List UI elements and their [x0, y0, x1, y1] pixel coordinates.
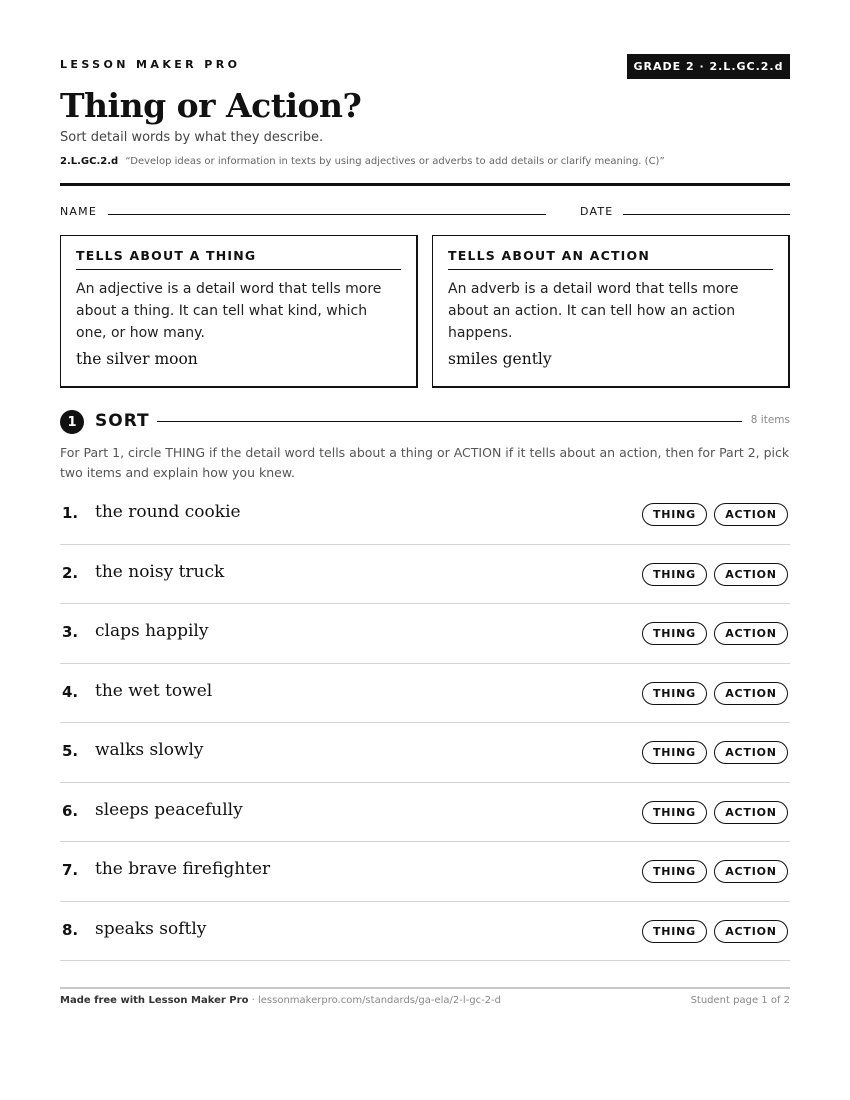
item-number: 5.	[62, 742, 79, 760]
item-text: speaks softly	[95, 918, 207, 939]
action-option[interactable]: ACTION	[714, 860, 788, 883]
action-option[interactable]: ACTION	[714, 741, 788, 764]
item-text: the round cookie	[95, 502, 241, 522]
worksheet-page	[60, 0, 790, 1100]
item-text: the noisy truck	[95, 561, 225, 582]
page-subtitle: Sort detail words by what they describe.	[60, 130, 324, 145]
section-title: SORT	[95, 411, 150, 431]
thing-box-body: An adjective is a detail word that tells more about a thing. It can tell what kind, which one, or how many.	[76, 281, 382, 341]
item-text: the brave firefighter	[95, 859, 271, 879]
thing-option[interactable]: THING	[642, 741, 707, 764]
action-option[interactable]: ACTION	[714, 563, 788, 586]
list-item	[60, 783, 790, 843]
list-item	[60, 604, 790, 664]
footer-credit	[60, 995, 501, 1006]
thing-box-example: the silver moon	[76, 350, 198, 368]
brand-name: LESSON MAKER PRO	[60, 58, 241, 71]
grade-badge: GRADE 2 · 2.L.GC.2.d	[627, 54, 790, 79]
action-option[interactable]: ACTION	[714, 682, 788, 705]
name-field[interactable]	[108, 214, 546, 215]
thing-option[interactable]: THING	[642, 563, 707, 586]
action-box-body: An adverb is a detail word that tells more about an action. It can tell how an action happens.	[448, 281, 739, 341]
action-option[interactable]: ACTION	[714, 503, 788, 526]
list-item	[60, 545, 790, 605]
page-title: Thing or Action?	[60, 86, 362, 125]
action-info-box	[432, 235, 790, 388]
item-number: 1.	[62, 504, 79, 522]
item-number: 3.	[62, 623, 79, 641]
list-item	[60, 902, 790, 962]
thing-option[interactable]: THING	[642, 503, 707, 526]
header-divider	[60, 183, 790, 186]
item-number: 4.	[62, 682, 79, 701]
footer-url[interactable]: · lessonmakerpro.com/standards/ga-ela/2-l-gc-2-d	[248, 995, 502, 1006]
item-number: 8.	[62, 920, 79, 939]
thing-option[interactable]: THING	[642, 682, 707, 705]
item-text: walks slowly	[95, 740, 204, 760]
standard-code: 2.L.GC.2.d	[60, 156, 119, 167]
thing-box-heading: TELLS ABOUT A THING	[76, 248, 401, 270]
action-option[interactable]: ACTION	[714, 801, 788, 824]
section-number-badge: 1	[60, 410, 84, 434]
thing-info-box	[60, 235, 418, 388]
date-field[interactable]	[623, 214, 790, 215]
item-text: the wet towel	[95, 680, 213, 701]
thing-option[interactable]: THING	[642, 622, 707, 645]
thing-option[interactable]: THING	[642, 860, 707, 883]
action-option[interactable]: ACTION	[714, 622, 788, 645]
item-number: 6.	[62, 801, 79, 820]
instructions: For Part 1, circle THING if the detail word tells about a thing or ACTION if it tells about an action, then for Part 2, pick two items and explain how you knew.	[60, 445, 790, 480]
date-label: DATE	[580, 205, 614, 218]
list-item	[60, 485, 790, 545]
footer-divider	[60, 987, 790, 989]
section-divider	[157, 421, 742, 422]
standard-text: “Develop ideas or information in texts by using adjectives or adverbs to add details or clarify meaning. (C)”	[125, 156, 665, 167]
item-count: 8 items	[750, 414, 790, 426]
item-text: claps happily	[95, 621, 209, 641]
action-box-example: smiles gently	[448, 350, 552, 368]
thing-option[interactable]: THING	[642, 801, 707, 824]
item-list	[60, 485, 790, 961]
item-text: sleeps peacefully	[95, 799, 243, 820]
item-number: 2.	[62, 563, 79, 582]
name-label: NAME	[60, 205, 97, 218]
footer-page-number: Student page 1 of 2	[690, 995, 790, 1006]
footer-made-with: Made free with Lesson Maker Pro	[60, 995, 249, 1006]
item-number: 7.	[62, 861, 79, 879]
action-option[interactable]: ACTION	[714, 920, 788, 943]
action-box-heading: TELLS ABOUT AN ACTION	[448, 248, 773, 270]
thing-option[interactable]: THING	[642, 920, 707, 943]
list-item	[60, 723, 790, 783]
standard-line	[60, 156, 665, 167]
list-item	[60, 842, 790, 902]
list-item	[60, 664, 790, 724]
